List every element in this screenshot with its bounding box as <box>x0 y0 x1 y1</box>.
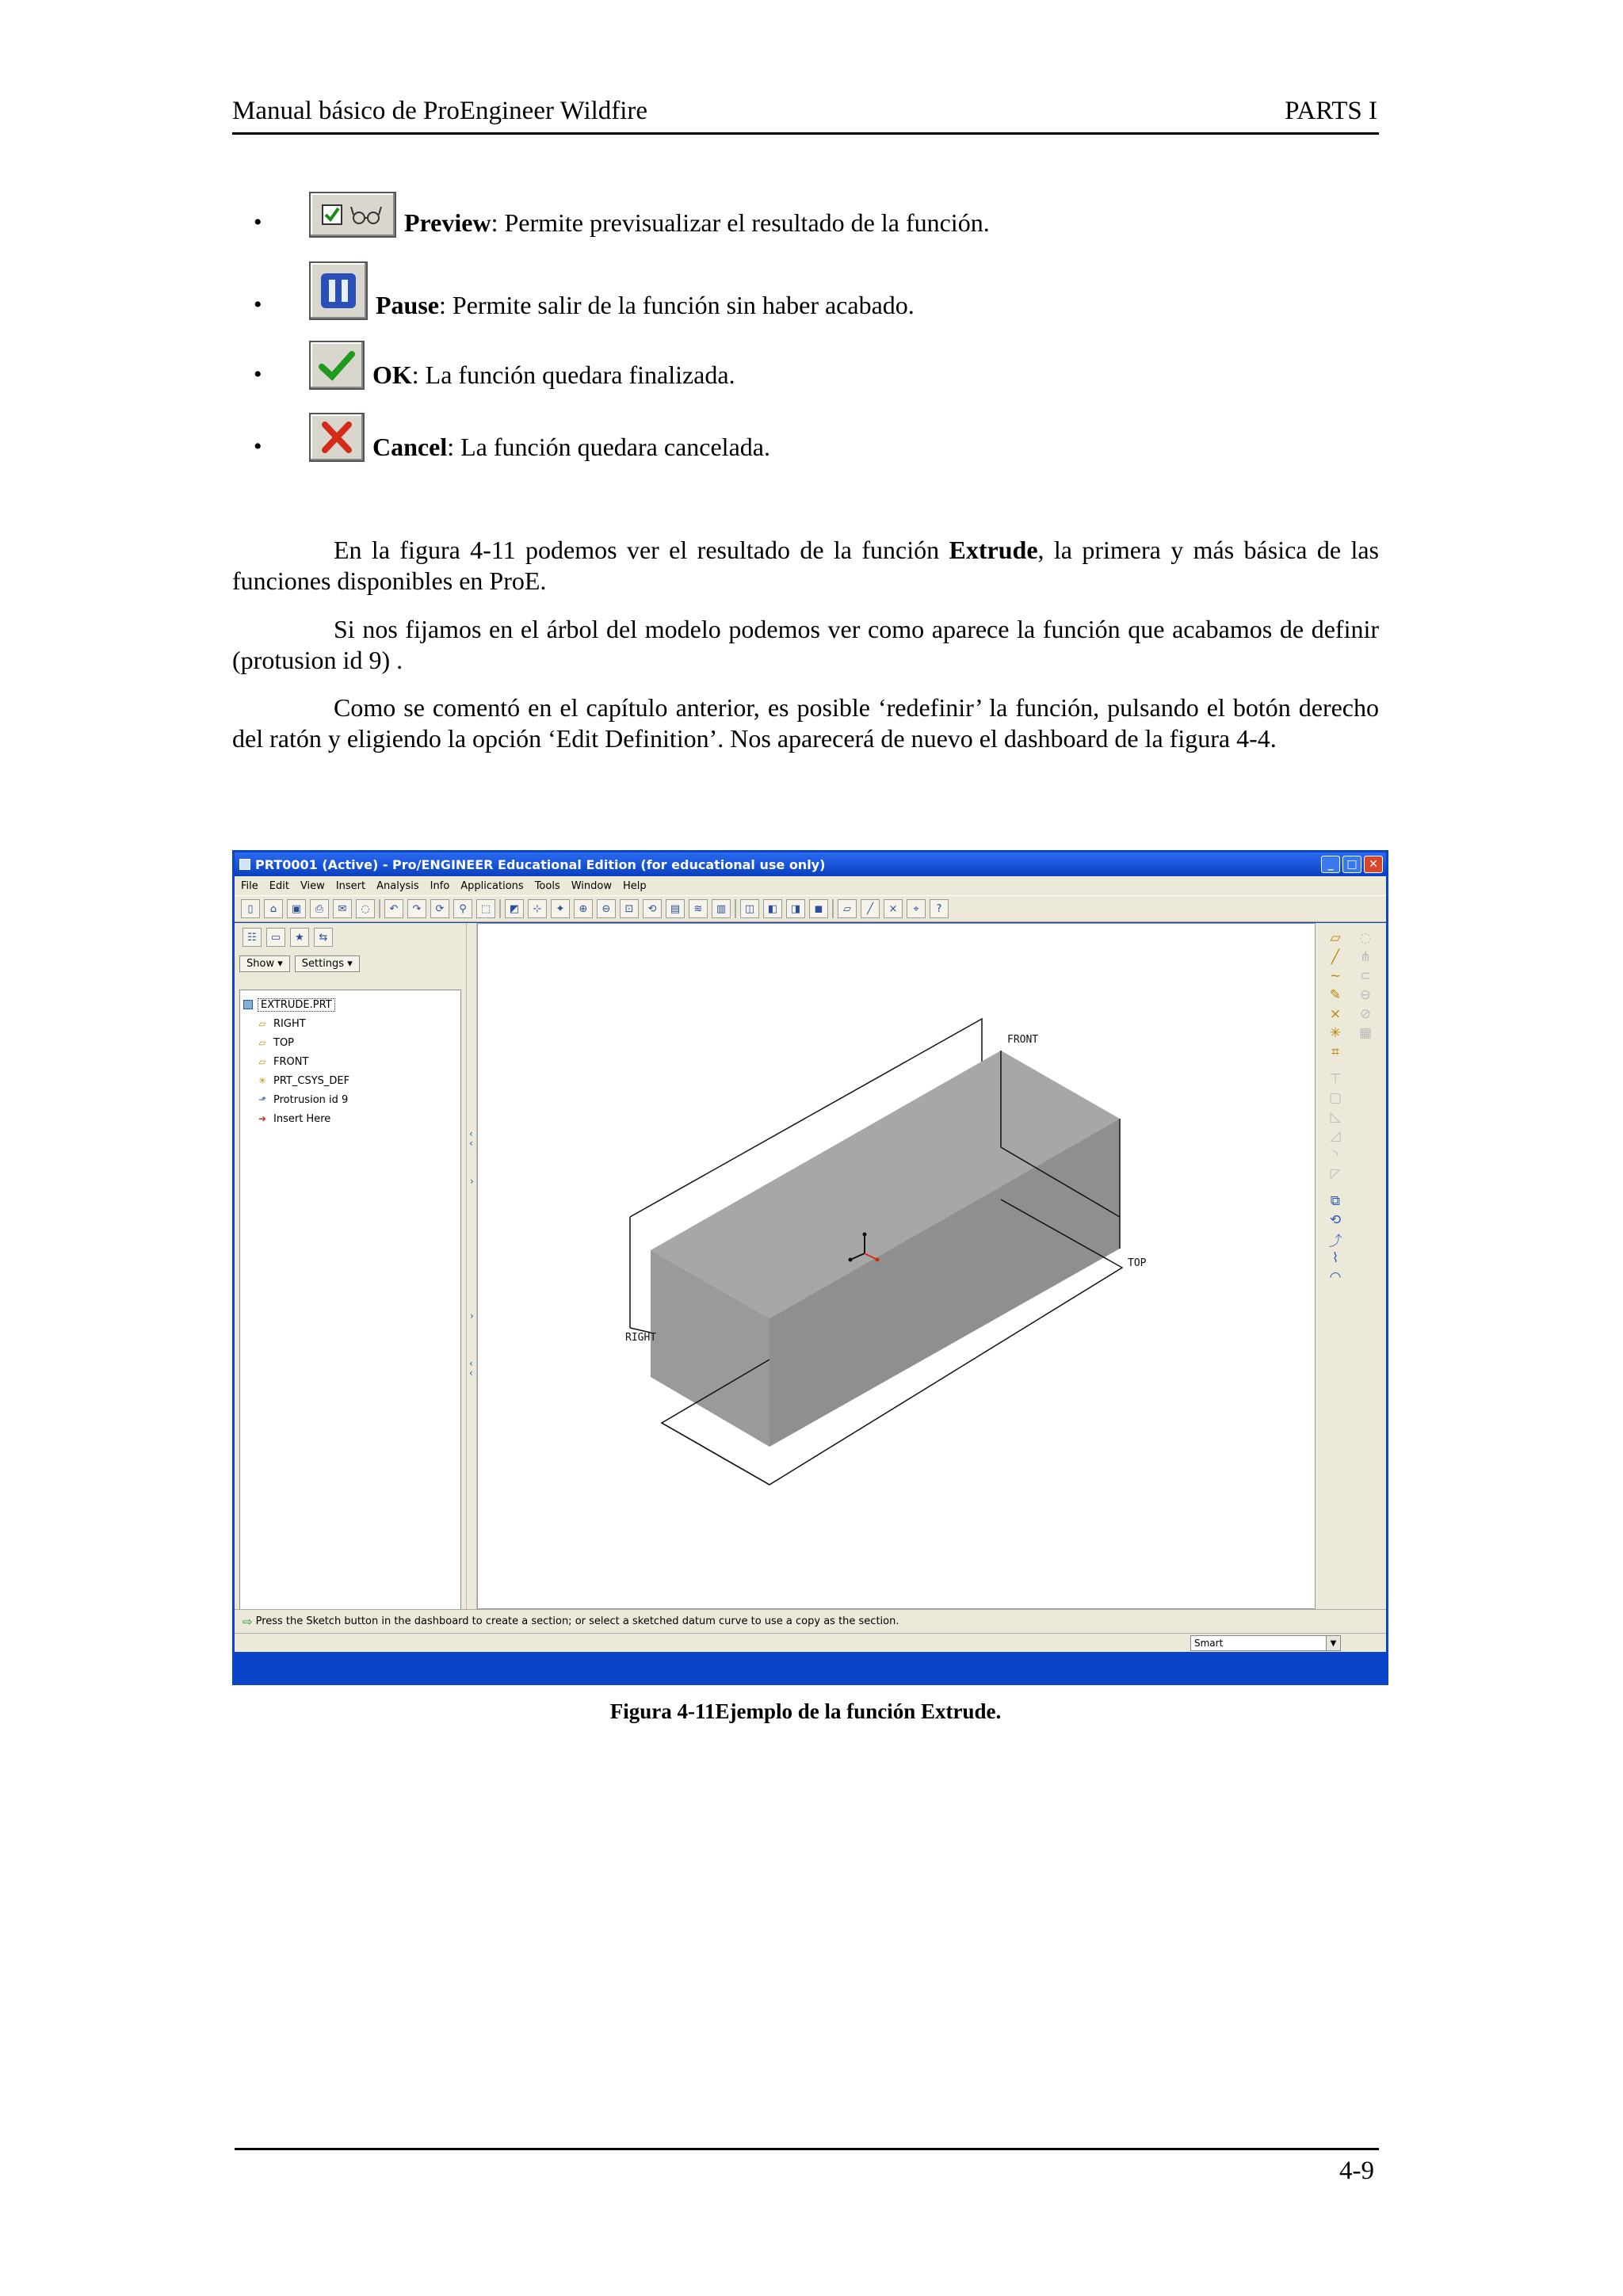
new-file-icon[interactable]: ▯ <box>241 899 260 918</box>
app-icon <box>239 859 250 870</box>
print-icon[interactable]: ⎙ <box>310 899 329 918</box>
tree-item-protrusion[interactable]: ⬏ Protrusion id 9 <box>256 1090 348 1109</box>
pattern-tool-icon[interactable]: ▦ <box>1358 1025 1373 1041</box>
ok-desc: : La función quedara finalizada. <box>411 360 735 389</box>
menu-help[interactable]: Help <box>623 879 647 892</box>
regenerate-icon[interactable]: ⟳ <box>430 899 449 918</box>
menu-tools[interactable]: Tools <box>534 879 560 892</box>
extrude-term: Extrude <box>949 536 1038 564</box>
hole-tool-icon[interactable]: ⊤ <box>1329 1071 1342 1087</box>
csys-toggle-icon[interactable]: ⌖ <box>907 899 926 918</box>
preview-icon <box>309 192 396 238</box>
shading-icon[interactable]: ◼ <box>809 899 828 918</box>
extrude-tool-icon[interactable]: ⧉ <box>1330 1193 1341 1209</box>
settings-dropdown[interactable]: Settings ▾ <box>295 955 360 972</box>
show-dropdown[interactable]: Show ▾ <box>239 955 290 972</box>
status-bar <box>235 1633 1386 1652</box>
header-title: Manual básico de ProEngineer Wildfire <box>232 97 648 125</box>
menu-applications[interactable]: Applications <box>460 879 524 892</box>
datum-curve-tool-icon[interactable]: ∼ <box>1329 968 1342 984</box>
intersect-tool-icon[interactable]: ⊘ <box>1359 1006 1372 1022</box>
pause-desc: : Permite salir de la función sin haber acabado. <box>439 291 915 319</box>
revolve-tool-icon[interactable]: ⟲ <box>1329 1212 1342 1228</box>
analysis-feature-icon[interactable]: ⌗ <box>1331 1044 1339 1060</box>
model-tree <box>239 990 461 1634</box>
page-number: 4-9 <box>1339 2157 1374 2185</box>
tree-item-top[interactable]: ▱ TOP <box>256 1033 294 1052</box>
shell-tool-icon[interactable]: ▢ <box>1328 1090 1342 1106</box>
menu-view[interactable]: View <box>300 879 325 892</box>
svg-text:›: › <box>470 1310 474 1322</box>
model-tree-tab-icon[interactable]: ☷ <box>242 928 262 947</box>
round-tool-icon[interactable]: ◝ <box>1332 1147 1338 1163</box>
open-folder-icon[interactable]: ⌂ <box>264 899 283 918</box>
menu-window[interactable]: Window <box>571 879 612 892</box>
undo-icon[interactable]: ↶ <box>384 899 403 918</box>
pause-term: Pause <box>376 291 439 319</box>
datum-point-tool-icon[interactable]: × <box>1329 1006 1342 1022</box>
menu-bar <box>235 876 1386 895</box>
pause-icon <box>309 261 368 320</box>
status-message: Press the Sketch button in the dashboard to create a section; or select a sketched datum curve to use a copy as the section. <box>255 1615 899 1627</box>
disabled-tool-icon[interactable]: ◌ <box>356 899 375 918</box>
refit-icon[interactable]: ⊡ <box>620 899 639 918</box>
no-hidden-icon[interactable]: ◨ <box>786 899 805 918</box>
menu-edit[interactable]: Edit <box>269 879 289 892</box>
datum-axes-toggle-icon[interactable]: ╱ <box>861 899 880 918</box>
layers-icon[interactable]: ≋ <box>689 899 708 918</box>
paragraph-model-tree: Si nos fijamos en el árbol del modelo podemos ver como aparece la función que acabamos de definir (protusion id 9) . <box>232 615 1379 674</box>
cancel-x-icon <box>309 413 365 462</box>
tree-item-part[interactable]: EXTRUDE.PRT <box>243 995 335 1014</box>
hidden-line-icon[interactable]: ◧ <box>763 899 782 918</box>
label-front: FRONT <box>1007 1034 1039 1046</box>
zoom-in-icon[interactable]: ⊕ <box>574 899 593 918</box>
redo-icon[interactable]: ↷ <box>407 899 426 918</box>
send-mail-icon[interactable]: ✉ <box>333 899 352 918</box>
draft-tool-icon[interactable]: ◿ <box>1330 1128 1341 1144</box>
message-area <box>235 1609 1386 1633</box>
save-icon[interactable]: ▣ <box>287 899 306 918</box>
svg-text:‹: ‹ <box>469 1128 473 1139</box>
sketched-curve-tool-icon[interactable]: ◌ <box>1359 930 1372 946</box>
connections-tab-icon[interactable]: ⇆ <box>314 928 333 947</box>
csys-icon: ✳ <box>258 1075 267 1086</box>
bullet-ok: • OK: La función quedara finalizada. <box>254 341 735 390</box>
variable-sweep-tool-icon[interactable]: ⤴ <box>1328 1233 1342 1249</box>
datum-points-toggle-icon[interactable]: × <box>884 899 903 918</box>
select-box-icon[interactable]: ⬚ <box>476 899 495 918</box>
application-body <box>235 923 1386 1652</box>
menu-analysis[interactable]: Analysis <box>376 879 419 892</box>
csys-tool-icon[interactable]: ✳ <box>1329 1025 1342 1041</box>
tree-item-right[interactable]: ▱ RIGHT <box>256 1014 306 1033</box>
saved-views-icon[interactable]: ▤ <box>666 899 685 918</box>
style-tool-icon[interactable]: ◠ <box>1329 1269 1342 1285</box>
menu-file[interactable]: File <box>241 879 258 892</box>
main-toolbar <box>235 895 1386 922</box>
mirror-tool-icon[interactable]: ⋔ <box>1359 949 1372 965</box>
bullet-cancel: • Cancel: La función quedara cancelada. <box>254 413 770 462</box>
tree-item-csys[interactable]: ✳ PRT_CSYS_DEF <box>256 1071 349 1090</box>
chamfer-tool-icon[interactable]: ◸ <box>1330 1166 1341 1182</box>
navigator-panel <box>235 923 466 1652</box>
boundary-blend-tool-icon[interactable]: ⌇ <box>1331 1250 1339 1266</box>
menu-insert[interactable]: Insert <box>335 879 366 892</box>
datum-plane-icon: ▱ <box>258 1037 266 1048</box>
graphics-window[interactable] <box>477 923 1316 1609</box>
paragraph-extrude-intro: En la figura 4-11 podemos ver el resultado de la función Extrude, la primera y más básica de las funciones disponibles en ProE. <box>232 536 1380 595</box>
rib-tool-icon[interactable]: ◺ <box>1330 1109 1341 1125</box>
label-right: RIGHT <box>625 1332 657 1344</box>
panel-splitter[interactable] <box>466 923 477 1652</box>
page-header <box>232 92 1379 135</box>
trim-tool-icon[interactable]: ⊖ <box>1359 987 1372 1003</box>
preview-desc: : Permite previsualizar el resultado de la función. <box>491 208 990 237</box>
datum-plane-icon: ▱ <box>258 1056 266 1067</box>
reorient-icon[interactable]: ⟲ <box>643 899 662 918</box>
part-icon <box>243 1000 253 1009</box>
chevron-down-icon[interactable]: ▼ <box>1326 1636 1340 1650</box>
wireframe-icon[interactable]: ◫ <box>740 899 759 918</box>
feature-toolbar <box>1316 923 1386 1609</box>
zoom-out-icon[interactable]: ⊖ <box>597 899 616 918</box>
context-help-icon[interactable]: ? <box>930 899 949 918</box>
svg-text:‹: ‹ <box>469 1367 473 1379</box>
tree-item-insert-here[interactable]: ➜ Insert Here <box>256 1109 330 1128</box>
selection-filter[interactable]: Smart ▼ <box>1190 1635 1341 1651</box>
sketch-tool-icon[interactable]: ✎ <box>1329 987 1342 1003</box>
menu-info[interactable]: Info <box>430 879 450 892</box>
cancel-term: Cancel <box>372 433 448 461</box>
tree-item-front[interactable]: ▱ FRONT <box>256 1052 308 1071</box>
model-view <box>478 924 1316 1610</box>
favorites-tab-icon[interactable]: ★ <box>290 928 309 947</box>
footer-rule <box>235 2148 1379 2150</box>
datum-plane-icon: ▱ <box>258 1018 266 1029</box>
extrude-feature-icon: ⬏ <box>258 1094 267 1105</box>
window-titlebar <box>235 852 1386 876</box>
ok-term: OK <box>372 360 412 389</box>
spin-center-icon[interactable]: ⊹ <box>528 899 547 918</box>
minimize-button[interactable]: _ <box>1321 856 1340 873</box>
label-top: TOP <box>1128 1257 1147 1269</box>
preview-term: Preview <box>404 208 491 237</box>
svg-text:‹: ‹ <box>469 1138 473 1149</box>
datum-planes-toggle-icon[interactable]: ▱ <box>838 899 857 918</box>
folder-browser-tab-icon[interactable]: ▭ <box>266 928 285 947</box>
cancel-desc: : La función quedara cancelada. <box>447 433 770 461</box>
figure-caption: Figura 4-11Ejemplo de la función Extrude. <box>609 1699 1002 1723</box>
view-manager-icon[interactable]: ▥ <box>712 899 731 918</box>
insert-arrow-icon: ➜ <box>258 1113 267 1124</box>
bullet-preview: • Preview: Permite previsualizar el resultado de la función. <box>254 192 990 238</box>
header-section: PARTS I <box>1285 97 1377 125</box>
maximize-button[interactable]: □ <box>1342 856 1361 873</box>
message-arrow-icon: ⇨ <box>242 1614 253 1629</box>
svg-text:›: › <box>470 1176 474 1187</box>
paragraph-redefine: Como se comentó en el capítulo anterior, es posible ‘redefinir’ la función, pulsando el botón derecho del ratón y eligiendo la opción ‘Edit Definition’. Nos aparecerá de nuevo el dashboard de la figura 4-4. <box>232 693 1379 753</box>
redraw-icon[interactable]: ◩ <box>505 899 524 918</box>
extruded-block <box>651 1051 1120 1447</box>
window-title: PRT0001 (Active) - Pro/ENGINEER Educational Edition (for educational use only) <box>255 856 826 872</box>
close-button[interactable]: ✕ <box>1364 856 1383 873</box>
find-icon[interactable]: ⚲ <box>453 899 472 918</box>
ok-check-icon <box>309 341 365 390</box>
figure-screenshot <box>232 850 1388 1685</box>
merge-tool-icon[interactable]: ⊂ <box>1359 968 1372 984</box>
bullet-pause: • Pause: Permite salir de la función sin haber acabado. <box>254 261 915 320</box>
datum-plane-tool-icon[interactable]: ▱ <box>1330 930 1341 946</box>
orient-icon[interactable]: ✦ <box>551 899 570 918</box>
datum-axis-tool-icon[interactable]: ╱ <box>1331 949 1340 965</box>
svg-text:‹: ‹ <box>469 1358 473 1369</box>
